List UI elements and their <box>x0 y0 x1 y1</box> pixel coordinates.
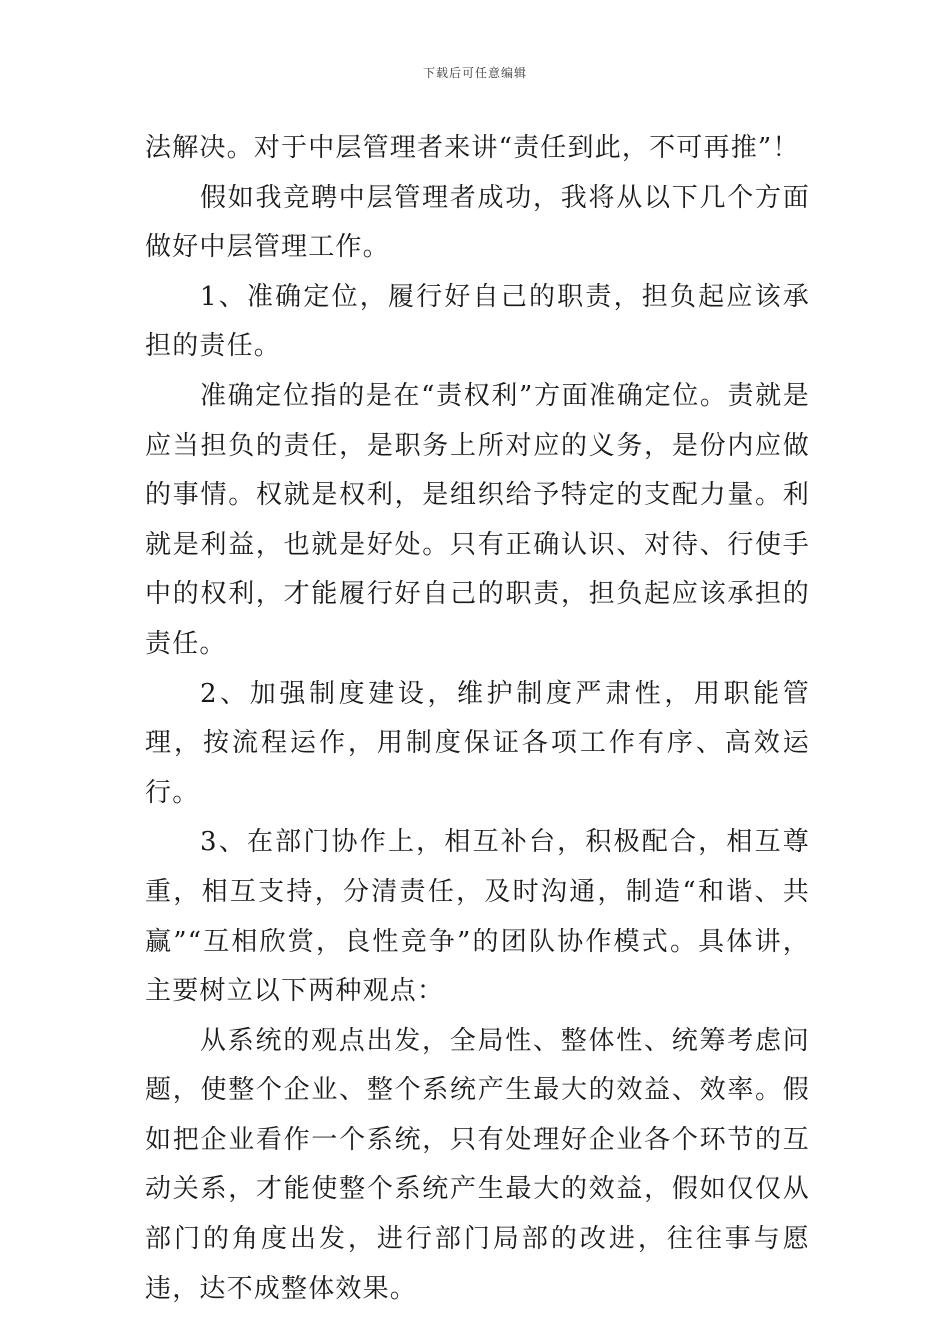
paragraph-point-3: 3、在部门协作上，相互补台，积极配合，相互尊重，相互支持，分清责任，及时沟通，制造“和谐、共赢”“互相欣赏，良性竞争”的团队协作模式。具体讲，主要树立以下两种观点： <box>145 827 810 1007</box>
page-header-note: 下载后可任意编辑 <box>422 66 527 80</box>
document-body <box>145 124 810 1314</box>
paragraph-point-1: 1、准确定位，履行好自己的职责，担负起应该承担的责任。 <box>145 281 810 362</box>
paragraph-point-2: 2、加强制度建设，维护制度严肃性，用职能管理，按流程运作，用制度保证各项工作有序、高效运行。 <box>145 678 810 808</box>
paragraph-continuation: 法解决。对于中层管理者来讲“责任到此，不可再推”！ <box>145 133 800 163</box>
paragraph-system-view: 从系统的观点出发，全局性、整体性、统筹考虑问题，使整个企业、整个系统产生最大的效益、效率。假如把企业看作一个系统，只有处理好企业各个环节的互动关系，才能使整个系统产生最大的效益，假如仅仅从部门的角度出发，进行部门局部的改进，往往事与愿违，达不成整体效果。 <box>145 1025 810 1304</box>
paragraph-intro: 假如我竞聘中层管理者成功，我将从以下几个方面做好中层管理工作。 <box>145 182 810 263</box>
paragraph-point-1-detail: 准确定位指的是在“责权利”方面准确定位。责就是应当担负的责任，是职务上所对应的义务，是份内应做的事情。权就是权利，是组织给予特定的支配力量。利就是利益，也就是好处。只有正确认识、对待、行使手中的权利，才能履行好自己的职责，担负起应该承担的责任。 <box>145 380 810 659</box>
